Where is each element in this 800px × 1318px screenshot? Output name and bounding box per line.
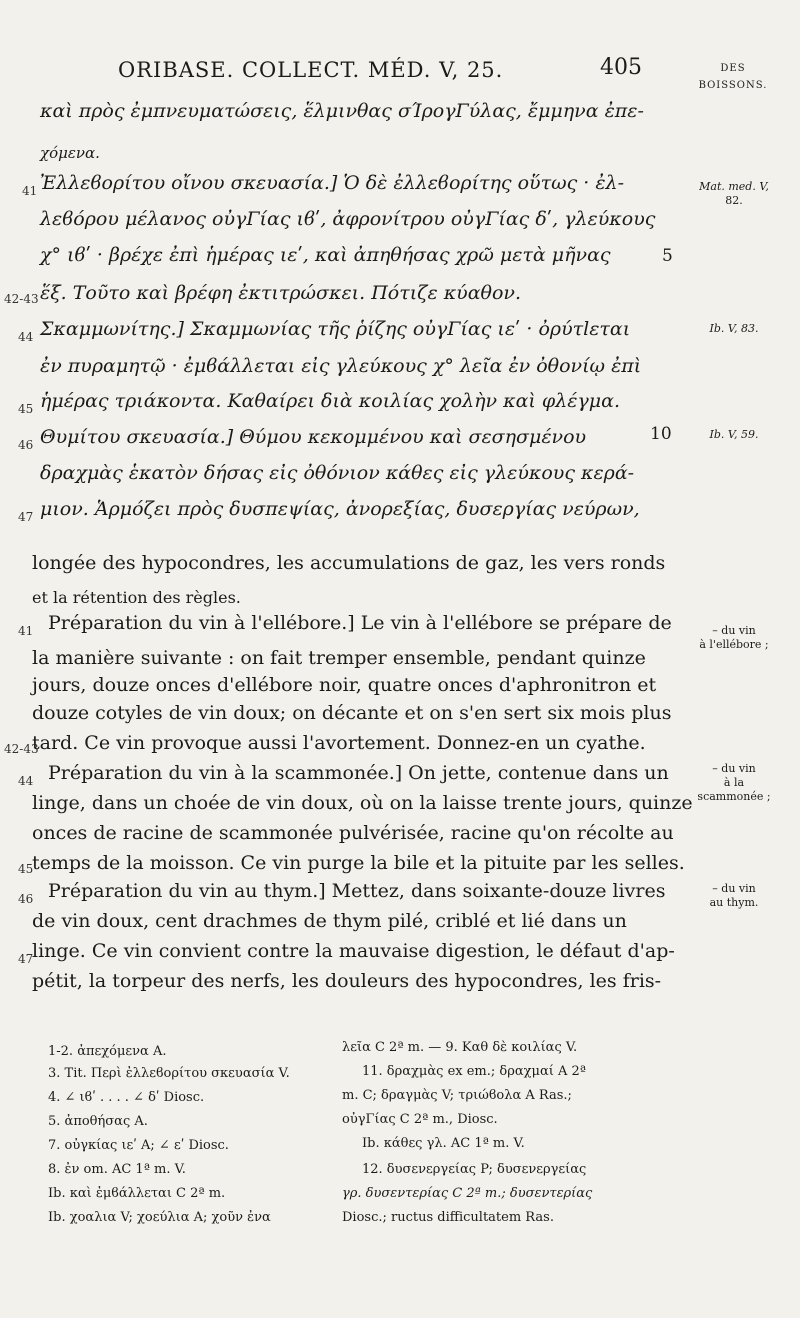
- greek-line: ἕξ. Τοῦτο καὶ βρέφη ἐκτιτρώσκει. Πότιζε κύαθον.: [40, 282, 522, 304]
- apparatus-note: Ib. χοαλια V; χοεύλια A; χοῦν ἐνα: [48, 1210, 271, 1225]
- line-number: 46: [18, 892, 34, 906]
- side-heading-line: au thym.: [709, 896, 759, 909]
- side-heading-line: à la: [723, 776, 745, 789]
- greek-line: ἡμέρας τριάκοντα. Καθαίρει διὰ κοιλίας χολὴν καὶ φλέγμα.: [40, 390, 621, 412]
- right-line-number: 10: [650, 424, 672, 444]
- apparatus-note: λεῖα C 2ª m. — 9. Καθ δὲ κοιλίας V.: [342, 1040, 578, 1055]
- line-number: 42-43: [4, 292, 39, 306]
- apparatus-note: 1-2. ἀπεχόμενα A.: [48, 1044, 167, 1059]
- side-reference: Ib. V, 59.: [709, 428, 759, 441]
- line-number: 44: [18, 774, 34, 788]
- running-head-line: DES: [720, 63, 746, 74]
- apparatus-note: 12. δυσενεργείας P; δυσενεργείας: [362, 1162, 587, 1177]
- french-line: onces de racine de scammonée pulvérisée, racine qu'on récolte au: [32, 822, 674, 844]
- french-line: pétit, la torpeur des nerfs, les douleurs des hypocondres, les fris-: [32, 970, 662, 992]
- side-heading: [684, 762, 784, 804]
- greek-line: χ° ιϐʹ · βρέχε ἐπὶ ἡμέρας ιεʹ, καὶ ἀπηθήσας χρῶ μετὰ μῆνας: [40, 244, 611, 266]
- greek-line: λεϐόρου μέλανος οὐγΓίας ιϐʹ, ἀφρονίτρου οὐγΓίας δʹ, γλεύκους: [40, 208, 656, 230]
- side-heading-line: – du vin: [712, 624, 756, 637]
- apparatus-note: 7. οὐγκίας ιεʹ A; ∠ εʹ Diosc.: [48, 1138, 229, 1153]
- line-number: 47: [18, 952, 34, 966]
- french-line: Préparation du vin à l'ellébore.] Le vin à l'ellébore se prépare de: [48, 612, 672, 634]
- greek-line: ἐν πυραμητῷ · ἐμϐάλλεται εἰς γλεύκους χ° λεῖα ἐν ὀθονίῳ ἐπὶ: [40, 355, 642, 377]
- side-heading: [684, 624, 784, 652]
- greek-line: δραχμὰς ἑκατὸν δήσας εἰς ὀθόνιον κάθες εἰς γλεύκους κερά-: [40, 462, 635, 484]
- french-line: longée des hypocondres, les accumulations de gaz, les vers ronds: [32, 552, 666, 574]
- french-line: douze cotyles de vin doux; on décante et on s'en sert six mois plus: [32, 702, 672, 724]
- french-line: linge, dans un choée de vin doux, où on la laisse trente jours, quinze: [32, 792, 693, 814]
- greek-line: Σκαμμωνίτης.] Σκαμμωνίας τῆς ῥίζης οὐγΓίας ιεʹ · ὀρύτlεται: [40, 318, 631, 340]
- french-line: tard. Ce vin provoque aussi l'avortement. Donnez-en un cyathe.: [32, 732, 646, 754]
- side-heading-line: – du vin: [712, 762, 756, 775]
- line-number: 46: [18, 438, 34, 452]
- apparatus-note: 11. δραχμὰς ex em.; δραχμαί A 2ª: [362, 1064, 586, 1079]
- french-line: la manière suivante : on fait tremper ensemble, pendant quinze: [32, 647, 646, 669]
- french-line: linge. Ce vin convient contre la mauvaise digestion, le défaut d'ap-: [32, 940, 675, 962]
- page-number: 405: [600, 55, 642, 80]
- line-number: 44: [18, 330, 34, 344]
- right-line-number: 5: [662, 246, 673, 266]
- side-heading-line: scammonée ;: [697, 790, 771, 803]
- apparatus-note: Diosc.; ructus difficultatem Ras.: [342, 1210, 554, 1225]
- line-number: 47: [18, 510, 34, 524]
- side-heading-line: à l'ellébore ;: [699, 638, 769, 651]
- apparatus-note: Ib. καὶ ἐμϐάλλεται C 2ª m.: [48, 1186, 226, 1201]
- french-line: temps de la moisson. Ce vin purge la bile et la pituite par les selles.: [32, 852, 685, 874]
- apparatus-note: 5. ἀποθήσας A.: [48, 1114, 148, 1129]
- running-head: [688, 60, 778, 94]
- apparatus-note: 4. ∠ ιϐʹ . . . . ∠ δʹ Diosc.: [48, 1090, 205, 1105]
- greek-line: Ἐλλεϐορίτου οἴνου σκευασία.] Ὁ δὲ ἐλλεϐορίτης οὕτως · ἐλ-: [40, 172, 624, 194]
- apparatus-note: οὐγΓίας C 2ª m., Diosc.: [342, 1112, 498, 1127]
- french-line: Préparation du vin au thym.] Mettez, dans soixante-douze livres: [48, 880, 666, 902]
- french-line: jours, douze onces d'ellébore noir, quatre onces d'aphronitron et: [32, 674, 657, 696]
- side-heading-line: – du vin: [712, 882, 756, 895]
- apparatus-note: m. C; δραγμὰς V; τριώϐολα A Ras.;: [342, 1088, 572, 1103]
- french-line: Préparation du vin à la scammonée.] On jette, contenue dans un: [48, 762, 669, 784]
- line-number: 41: [22, 184, 38, 198]
- apparatus-note: 8. ἐν om. AC 1ª m. V.: [48, 1162, 186, 1177]
- apparatus-note: 3. Tit. Περὶ ἐλλεϐορίτου σκευασία V.: [48, 1066, 290, 1081]
- side-reference: Ib. V, 83.: [709, 322, 759, 335]
- line-number: 45: [18, 402, 34, 416]
- running-head-line: BOISSONS.: [698, 80, 768, 91]
- french-line: de vin doux, cent drachmes de thym pilé, criblé et lié dans un: [32, 910, 627, 932]
- line-number: 45: [18, 862, 34, 876]
- greek-line: καὶ πρὸς ἐμπνευματώσεις, ἕλμινθας σΊρογΓύλας, ἔμμηνα ἐπε-: [40, 100, 644, 122]
- side-heading: [684, 882, 784, 910]
- line-number: 41: [18, 624, 34, 638]
- side-reference-line: Mat. med. V,: [699, 180, 769, 193]
- side-reference-line: 82.: [725, 194, 743, 207]
- greek-line: χόμενα.: [40, 144, 100, 162]
- greek-line: μιον. Ἁρμόζει πρὸς δυσπεψίας, ἀνορεξίας, δυσεργίας νεύρων,: [40, 498, 640, 520]
- french-line: et la rétention des règles.: [32, 588, 241, 607]
- greek-line: Θυμίτου σκευασία.] Θύμου κεκομμένου καὶ σεσησμένου: [40, 426, 587, 448]
- running-title: ORIBASE. COLLECT. MÉD. V, 25.: [118, 58, 504, 82]
- apparatus-note: γρ. δυσεντερίας C 2ª m.; δυσεντερίας: [342, 1186, 593, 1201]
- line-number: 42-43: [4, 742, 39, 756]
- side-reference: [684, 180, 784, 208]
- apparatus-note: Ib. κάθες γλ. AC 1ª m. V.: [362, 1136, 525, 1151]
